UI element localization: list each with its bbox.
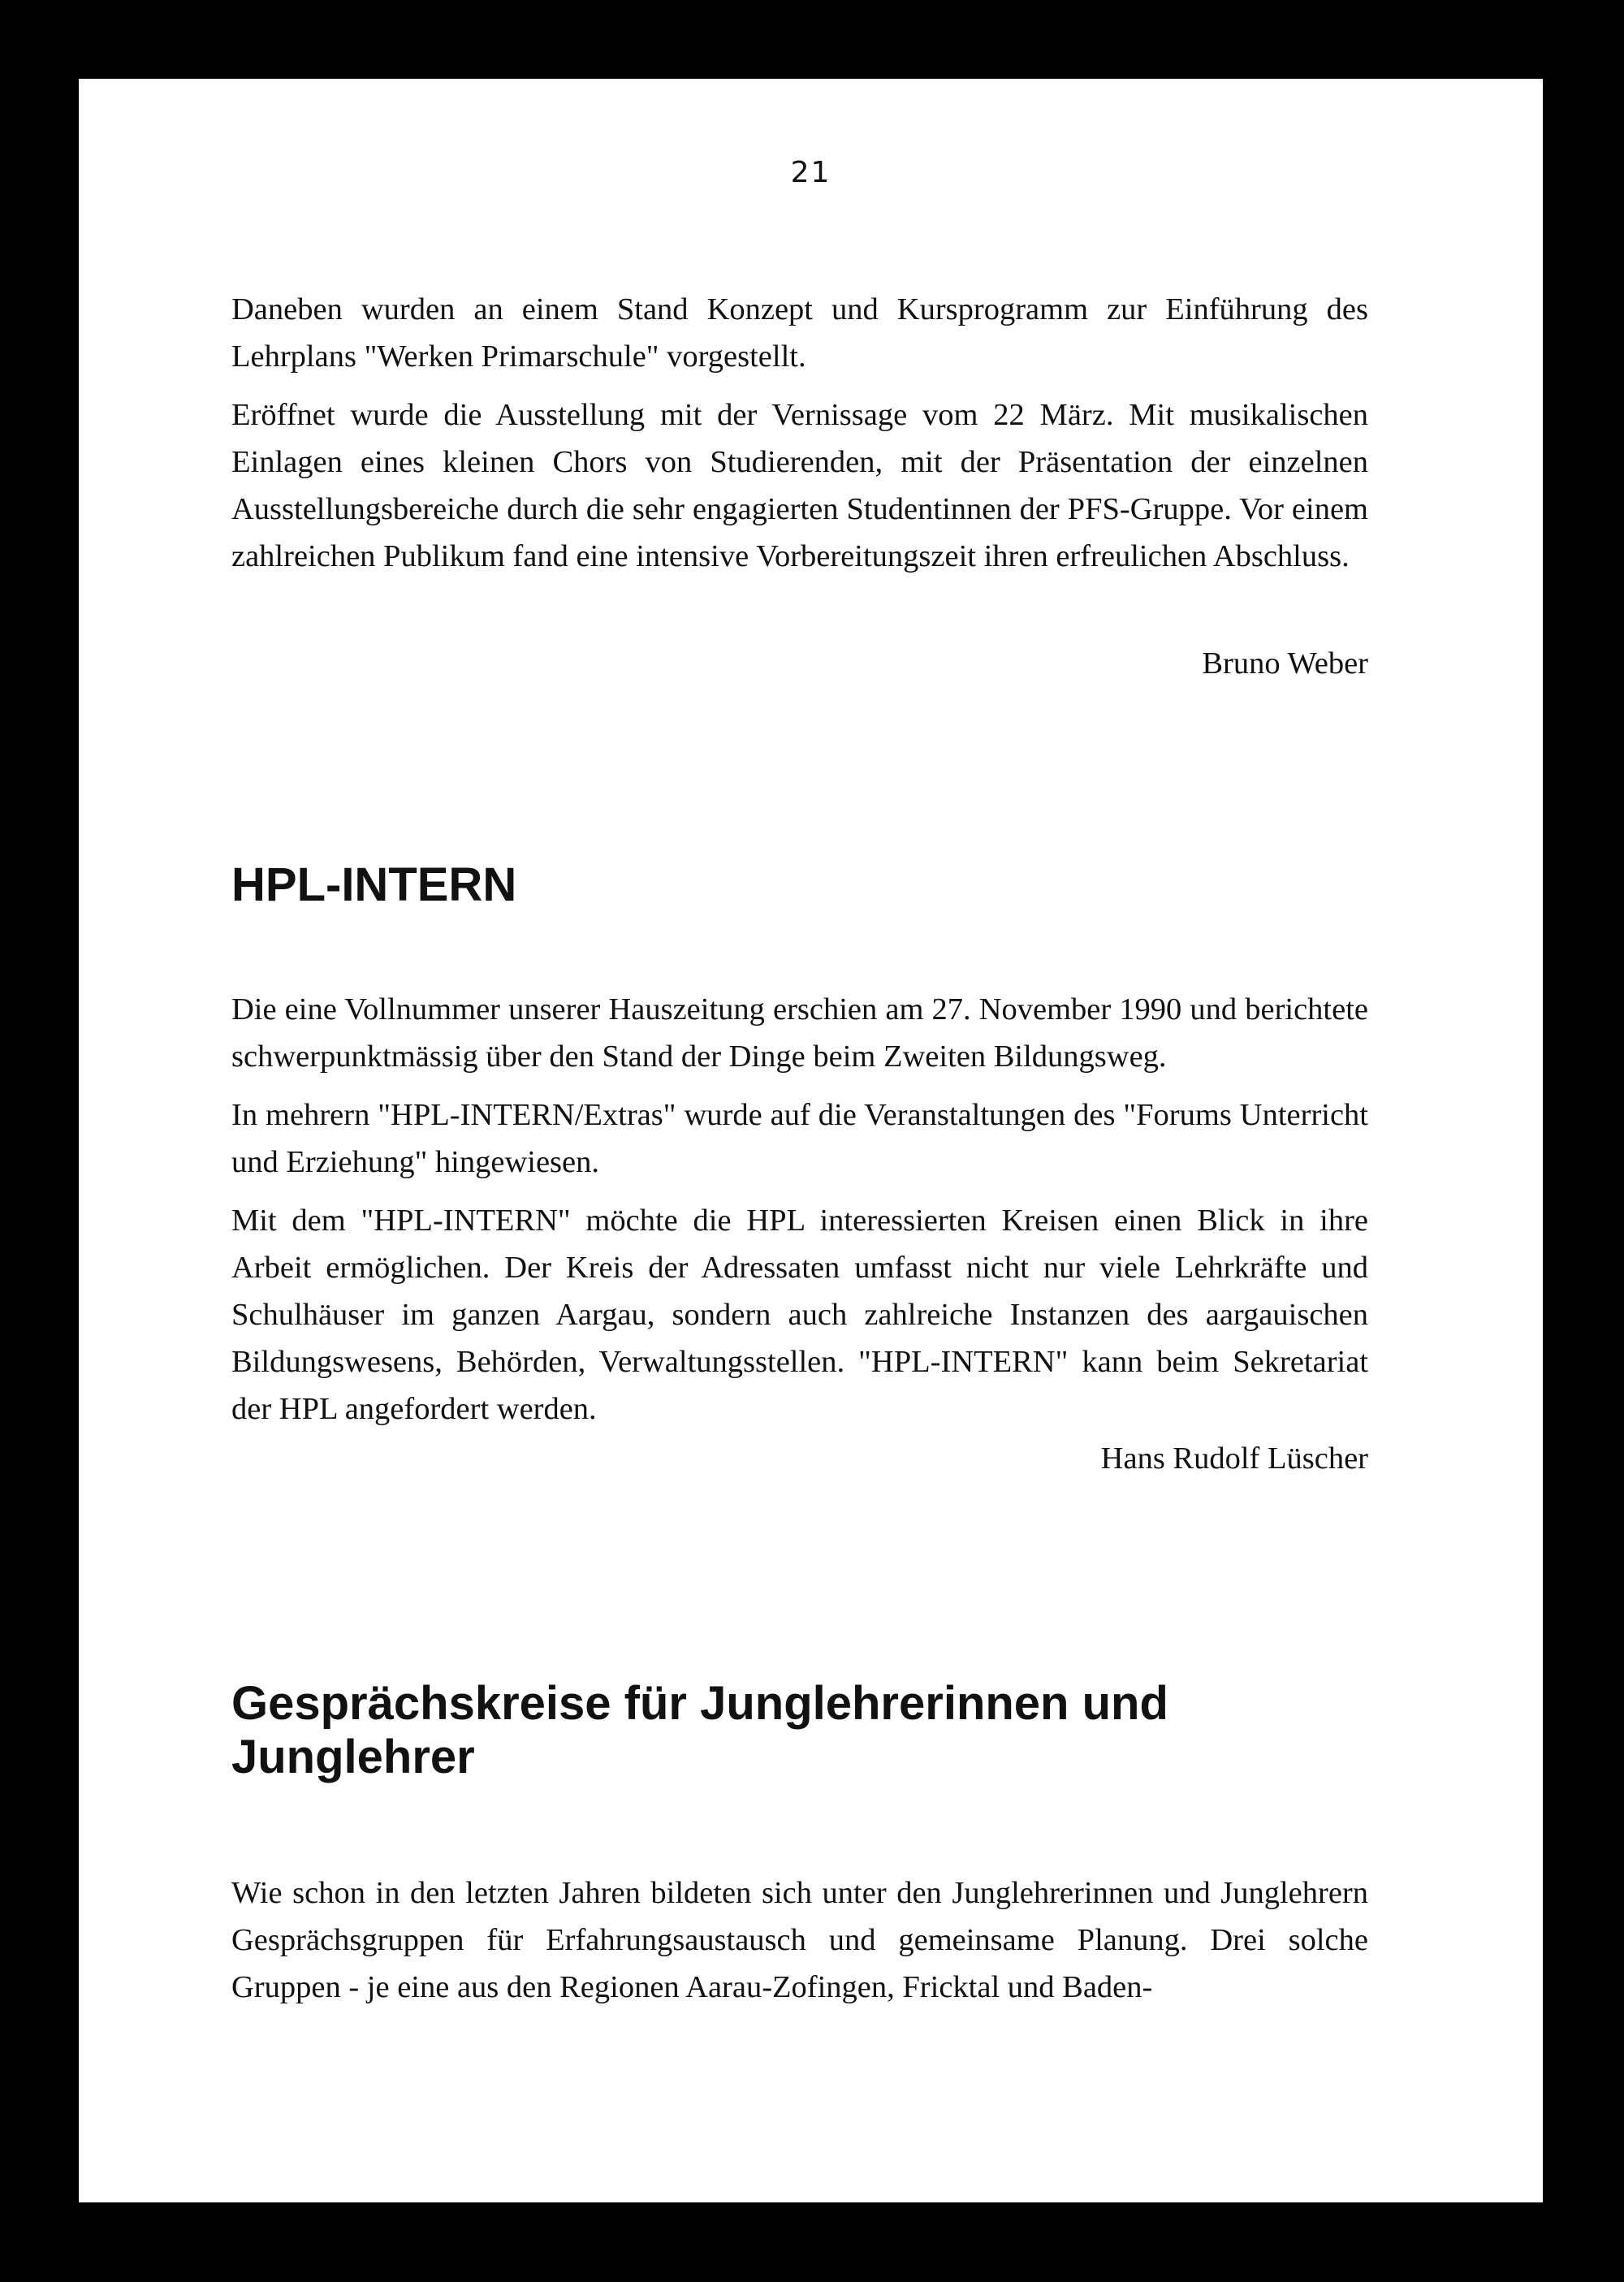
section3-body: [231, 1869, 1368, 2011]
section2-body: [231, 986, 1368, 1433]
section2-heading: HPL-INTERN: [231, 858, 517, 911]
section2-paragraph-1: Die eine Vollnummer unserer Hauszeitung erschien am 27. November 1990 und berichtete schwerpunktmässig über den Stand der Dinge beim Zweiten Bildungsweg.: [231, 992, 1368, 1074]
section1-paragraph-1: Daneben wurden an einem Stand Konzept und Kursprogramm zur Einführung des Lehrplans "Werken Primarschule" vorgestellt.: [231, 292, 1368, 374]
document-page: [79, 79, 1543, 2202]
section2-paragraph-3: Mit dem "HPL-INTERN" möchte die HPL interessierten Kreisen einen Blick in ihre Arbeit ermöglichen. Der Kreis der Adressaten umfasst nicht nur viele Lehrkräfte und Schulhäuser im ganzen Aargau, sondern auch zahlreiche Instanzen des aargauischen Bildungswesens, Behörden, Verwaltungsstellen. "HPL-INTERN" kann beim Sekretariat der HPL angefordert werden.: [231, 1204, 1368, 1426]
section2-paragraph-2: In mehrern "HPL-INTERN/Extras" wurde auf die Veranstaltungen des "Forums Unterricht und Erziehung" hingewiesen.: [231, 1098, 1368, 1179]
page-number: 21: [790, 156, 831, 189]
section2-signature: Hans Rudolf Lüscher: [1100, 1441, 1368, 1476]
section1-signature: Bruno Weber: [1202, 646, 1368, 681]
section3-paragraph-1: Wie schon in den letzten Jahren bildeten sich unter den Junglehrerinnen und Junglehrern Gesprächsgruppen für Erfahrungsaustausch und gemeinsame Planung. Drei solche Gruppen - je eine aus den Regionen Aarau-Zofingen, Fricktal und Baden-: [231, 1876, 1368, 2004]
section1-paragraph-2: Eröffnet wurde die Ausstellung mit der Vernissage vom 22 März. Mit musikalischen Einlagen eines kleinen Chors von Studierenden, mit der Präsentation der einzelnen Ausstellungsbereiche durch die sehr engagierten Studentinnen der PFS-Gruppe. Vor einem zahlreichen Publikum fand eine intensive Vorbereitungszeit ihren erfreulichen Abschluss.: [231, 398, 1368, 573]
section3-heading: Gesprächskreise für Junglehrerinnen und Junglehrer: [231, 1677, 1168, 1783]
section1-body: [231, 286, 1368, 580]
